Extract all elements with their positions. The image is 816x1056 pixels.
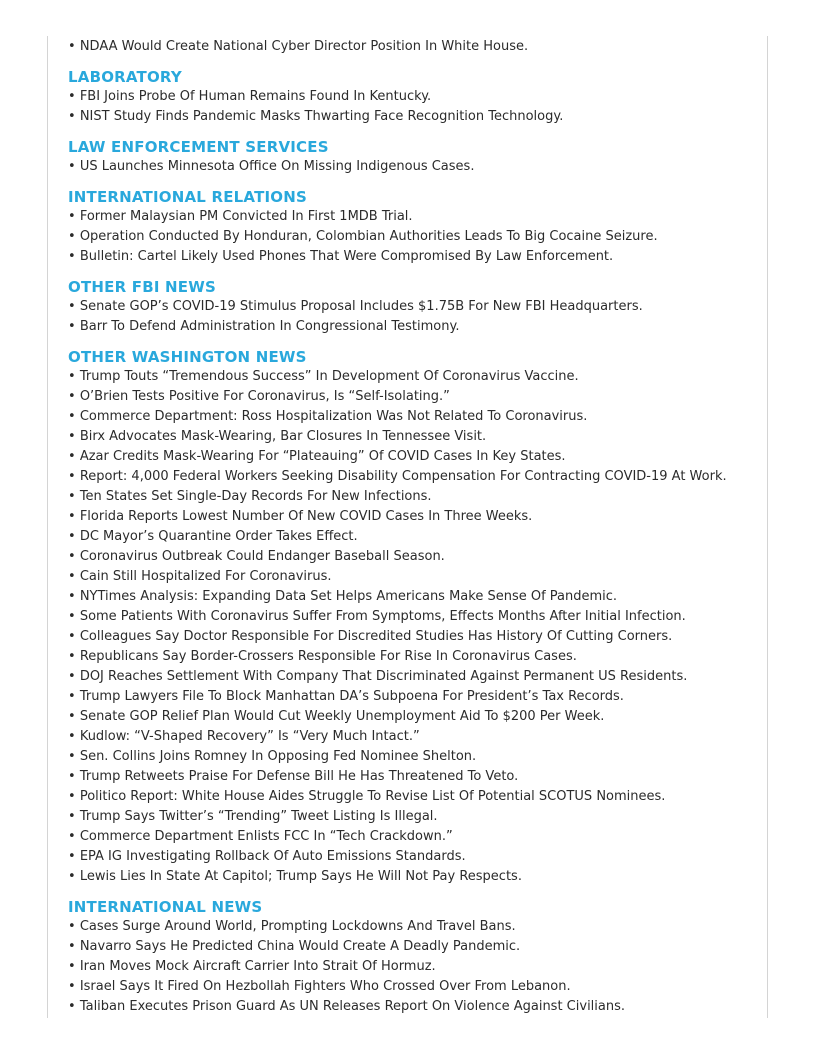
news-item-link[interactable]: • Politico Report: White House Aides Struggle To Revise List Of Potential SCOTUS Nominees. (68, 787, 758, 807)
news-item-link[interactable]: • Trump Says Twitter’s “Trending” Tweet Listing Is Illegal. (68, 807, 758, 827)
news-item-link[interactable]: • Senate GOP Relief Plan Would Cut Weekly Unemployment Aid To $200 Per Week. (68, 707, 758, 727)
news-item-link[interactable]: • Trump Lawyers File To Block Manhattan DA’s Subpoena For President’s Tax Records. (68, 687, 758, 707)
section-heading: LABORATORY (68, 68, 182, 86)
news-item-link[interactable]: • Report: 4,000 Federal Workers Seeking Disability Compensation For Contracting COVID-19 At Work. (68, 467, 758, 487)
section-heading: INTERNATIONAL RELATIONS (68, 188, 307, 206)
section-heading: OTHER WASHINGTON NEWS (68, 348, 307, 366)
news-item-link[interactable]: • Former Malaysian PM Convicted In First 1MDB Trial. (68, 207, 758, 227)
news-item-link[interactable]: • Trump Touts “Tremendous Success” In Development Of Coronavirus Vaccine. (68, 367, 758, 387)
news-item-link[interactable]: • Ten States Set Single-Day Records For New Infections. (68, 487, 758, 507)
section-international-relations (68, 187, 758, 267)
lead-item-list (68, 37, 758, 57)
news-item-link[interactable]: • Some Patients With Coronavirus Suffer From Symptoms, Effects Months After Initial Infection. (68, 607, 758, 627)
news-item-link[interactable]: • O’Brien Tests Positive For Coronavirus, Is “Self-Isolating.” (68, 387, 758, 407)
news-item-link[interactable]: • Cases Surge Around World, Prompting Lockdowns And Travel Bans. (68, 917, 758, 937)
section-heading: OTHER FBI NEWS (68, 278, 216, 296)
news-item-link[interactable]: • US Launches Minnesota Office On Missing Indigenous Cases. (68, 157, 758, 177)
news-item-link[interactable]: • DOJ Reaches Settlement With Company That Discriminated Against Permanent US Residents. (68, 667, 758, 687)
section-law-enforcement-services (68, 137, 758, 177)
news-item-link[interactable]: • Iran Moves Mock Aircraft Carrier Into Strait Of Hormuz. (68, 957, 758, 977)
news-item-link[interactable]: • Commerce Department Enlists FCC In “Tech Crackdown.” (68, 827, 758, 847)
news-item-link[interactable]: • Bulletin: Cartel Likely Used Phones That Were Compromised By Law Enforcement. (68, 247, 758, 267)
news-item-link[interactable]: • Coronavirus Outbreak Could Endanger Baseball Season. (68, 547, 758, 567)
news-item-link[interactable]: • Barr To Defend Administration In Congressional Testimony. (68, 317, 758, 337)
news-item-link[interactable]: • DC Mayor’s Quarantine Order Takes Effect. (68, 527, 758, 547)
news-item-link[interactable]: • Cain Still Hospitalized For Coronavirus. (68, 567, 758, 587)
news-item-link[interactable]: • Florida Reports Lowest Number Of New COVID Cases In Three Weeks. (68, 507, 758, 527)
news-item-link[interactable]: • NYTimes Analysis: Expanding Data Set Helps Americans Make Sense Of Pandemic. (68, 587, 758, 607)
news-item-link[interactable]: • Operation Conducted By Honduran, Colombian Authorities Leads To Big Cocaine Seizure. (68, 227, 758, 247)
news-item-link[interactable]: • Navarro Says He Predicted China Would Create A Deadly Pandemic. (68, 937, 758, 957)
section-other-washington-news (68, 347, 758, 887)
section-heading: INTERNATIONAL NEWS (68, 898, 263, 916)
news-item-link[interactable]: • EPA IG Investigating Rollback Of Auto Emissions Standards. (68, 847, 758, 867)
section-other-fbi-news (68, 277, 758, 337)
news-item-link[interactable]: • Lewis Lies In State At Capitol; Trump Says He Will Not Pay Respects. (68, 867, 758, 887)
news-item-link[interactable]: • Sen. Collins Joins Romney In Opposing Fed Nominee Shelton. (68, 747, 758, 767)
section-heading: LAW ENFORCEMENT SERVICES (68, 138, 329, 156)
news-item-link[interactable]: • Israel Says It Fired On Hezbollah Fighters Who Crossed Over From Lebanon. (68, 977, 758, 997)
news-item-link[interactable]: • NDAA Would Create National Cyber Director Position In White House. (68, 37, 758, 57)
news-item-link[interactable]: • FBI Joins Probe Of Human Remains Found In Kentucky. (68, 87, 758, 107)
news-item-link[interactable]: • Birx Advocates Mask-Wearing, Bar Closures In Tennessee Visit. (68, 427, 758, 447)
news-item-link[interactable]: • Trump Retweets Praise For Defense Bill He Has Threatened To Veto. (68, 767, 758, 787)
news-item-link[interactable]: • Taliban Executes Prison Guard As UN Releases Report On Violence Against Civilians. (68, 997, 758, 1017)
section-laboratory (68, 67, 758, 127)
news-item-link[interactable]: • Kudlow: “V-Shaped Recovery” Is “Very Much Intact.” (68, 727, 758, 747)
news-item-link[interactable]: • Colleagues Say Doctor Responsible For Discredited Studies Has History Of Cutting Corners. (68, 627, 758, 647)
news-item-link[interactable]: • Commerce Department: Ross Hospitalization Was Not Related To Coronavirus. (68, 407, 758, 427)
news-item-link[interactable]: • Azar Credits Mask-Wearing For “Plateauing” Of COVID Cases In Key States. (68, 447, 758, 467)
news-item-link[interactable]: • Republicans Say Border-Crossers Responsible For Rise In Coronavirus Cases. (68, 647, 758, 667)
news-item-link[interactable]: • NIST Study Finds Pandemic Masks Thwarting Face Recognition Technology. (68, 107, 758, 127)
news-digest-page (68, 37, 758, 1017)
section-international-news (68, 897, 758, 1017)
news-item-link[interactable]: • Senate GOP’s COVID-19 Stimulus Proposal Includes $1.75B For New FBI Headquarters. (68, 297, 758, 317)
